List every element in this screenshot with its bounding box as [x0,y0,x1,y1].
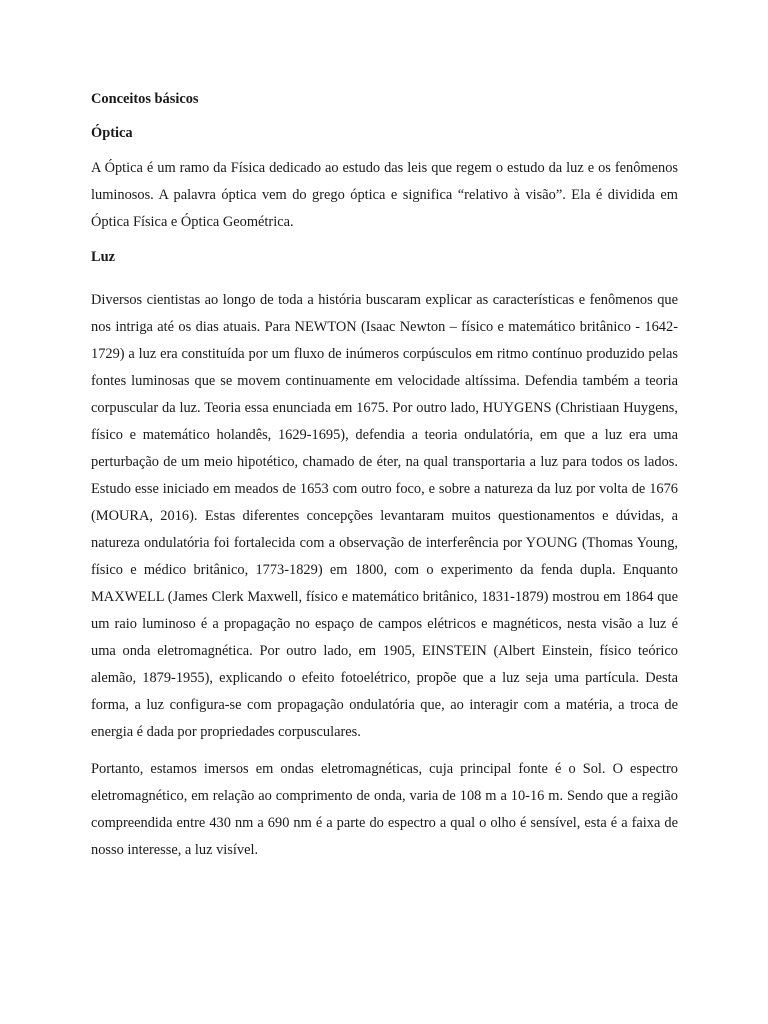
document-page [91,86,678,864]
section-heading-optica: Óptica [91,125,133,141]
section-heading-luz: Luz [91,249,115,265]
paragraph-optica: A Óptica é um ramo da Física dedicado ao estudo das leis que regem o estudo da luz e os fenômenos luminosos. A palavra óptica vem do grego óptica e significa “relativo à visão”. Ela é dividida em Óptica Física e Óptica Geométrica. [91,160,678,230]
paragraph-luz-spectrum: Portanto, estamos imersos em ondas eletromagnéticas, cuja principal fonte é o Sol. O espectro eletromagnético, em relação ao comprimento de onda, varia de 108 m a 10-16 m. Sendo que a região compreendida entre 430 nm a 690 nm é a parte do espectro a qual o olho é sensível, esta é a faixa de nosso interesse, a luz visível. [91,761,678,858]
document-title: Conceitos básicos [91,91,199,107]
paragraph-luz-history: Diversos cientistas ao longo de toda a história buscaram explicar as características e fenômenos que nos intriga até os dias atuais. Para NEWTON (Isaac Newton – físico e matemático britânico - 1642-1729) a luz era constituída por um fluxo de inúmeros corpúsculos em ritmo contínuo produzido pelas fontes luminosas que se movem continuamente em velocidade altíssima. Defendia também a teoria corpuscular da luz. Teoria essa enunciada em 1675. Por outro lado, HUYGENS (Christiaan Huygens, físico e matemático holandês, 1629-1695), defendia a teoria ondulatória, em que a luz era uma perturbação de um meio hipotético, chamado de éter, na qual transportaria a luz para todos os lados. Estudo esse iniciado em meados de 1653 com outro foco, e sobre a natureza da luz por volta de 1676 (MOURA, 2016). Estas diferentes concepções levantaram muitos questionamentos e dúvidas, a natureza ondulatória foi fortalecida com a observação de interferência por YOUNG (Thomas Young, físico e médico britânico, 1773-1829) em 1800, com o experimento da fenda dupla. Enquanto MAXWELL (James Clerk Maxwell, físico e matemático britânico, 1831-1879) mostrou em 1864 que um raio luminoso é a propagação no espaço de campos elétricos e magnéticos, nesta visão a luz é uma onda eletromagnética. Por outro lado, em 1905, EINSTEIN (Albert Einstein, físico teórico alemão, 1879-1955), explicando o efeito fotoelétrico, propõe que a luz seja uma partícula. Desta forma, a luz configura-se com propagação ondulatória que, ao interagir com a matéria, a troca de energia é dada por propriedades corpusculares. [91,292,678,740]
